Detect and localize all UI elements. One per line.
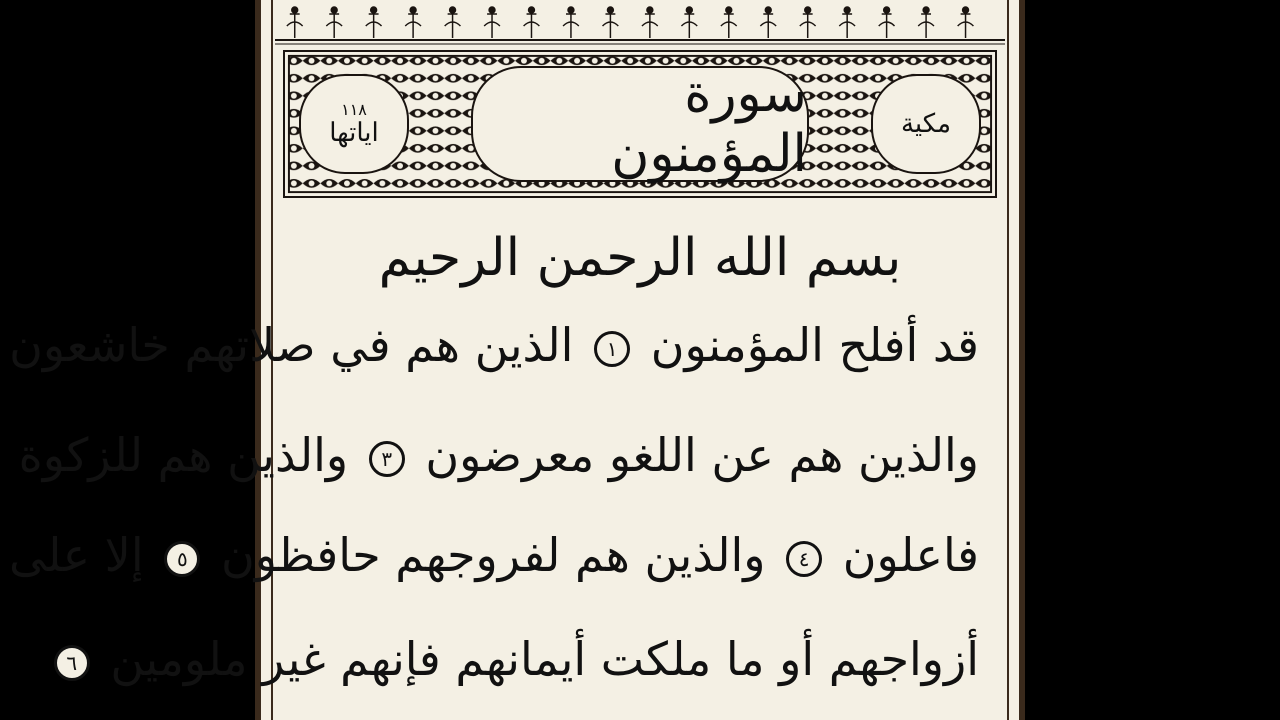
verse-text: قد أفلح المؤمنون: [650, 318, 979, 372]
ayah-number-marker: ١: [594, 331, 630, 367]
verse-text: والذين هم عن اللغو معرضون: [425, 428, 979, 482]
verse-line: [9, 528, 979, 582]
ayah-number-marker: ٦: [54, 645, 90, 681]
verse-line: [9, 318, 979, 372]
verse-text: والذين هم لفروجهم حافظون: [220, 528, 766, 582]
top-ornament-border: [275, 0, 1005, 48]
revelation-type: مكية: [900, 108, 952, 139]
verse-text: الذين هم في صلاتهم خاشعون: [9, 318, 574, 372]
verse-text: إلا على: [9, 528, 144, 582]
verse-text: أزواجهم أو ما ملكت أيمانهم فإنهم غير ملومين: [110, 632, 979, 686]
surah-header: [283, 50, 997, 198]
verse-count-label: اياتها: [329, 117, 379, 148]
ayah-number-marker: ٤: [786, 541, 822, 577]
revelation-medallion: [871, 74, 981, 174]
verse-text: فاعلون: [842, 528, 979, 582]
basmala: بسم الله الرحمن الرحيم: [378, 228, 902, 288]
verse-count-medallion: [299, 74, 409, 174]
verse-count: ١١٨: [341, 99, 367, 119]
surah-title: سورة المؤمنون: [611, 64, 807, 184]
verse-line: [66, 632, 979, 686]
ayah-number-marker: ٥: [164, 541, 200, 577]
mushaf-page: [9, 0, 1025, 720]
ayah-number-marker: ٣: [369, 441, 405, 477]
verse-text: والذين هم للزكوة: [18, 428, 349, 482]
verse-line: [18, 428, 979, 482]
surah-title-cartouche: [471, 66, 809, 182]
